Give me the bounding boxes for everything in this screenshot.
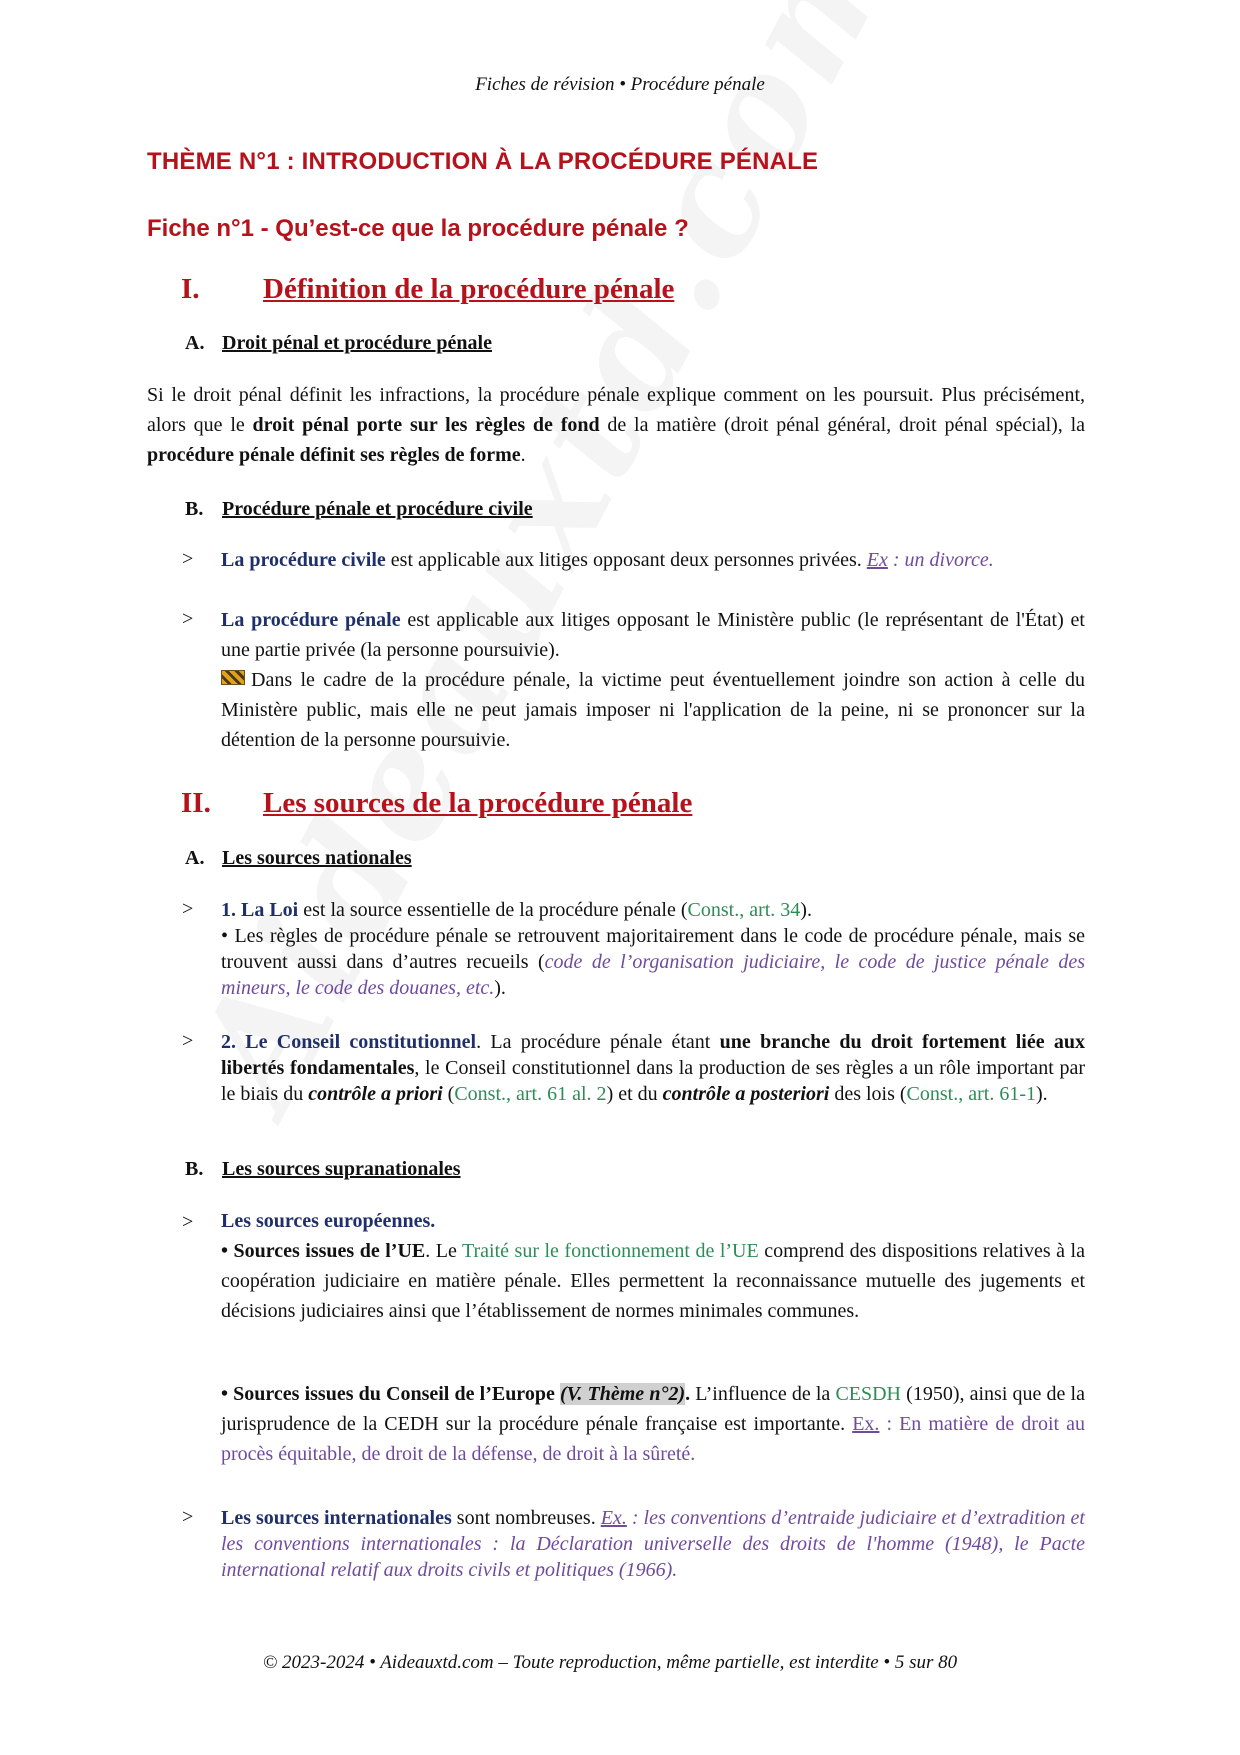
bold-run: • Sources issues du Conseil de l’Europe: [221, 1383, 560, 1405]
example-label: Ex.: [852, 1413, 880, 1435]
item-text: ) et du: [606, 1083, 663, 1105]
example-text: : les conventions d’entraide judiciaire et d’extradition et les conventions internationales : la Déclaration universelle des droits de l'homme (1948), le Pacte international relatif aux droits civils et politiques (1966).: [221, 1507, 1085, 1581]
item-lead: 2. Le Conseil constitutionnel: [221, 1031, 477, 1053]
legal-reference: Traité sur le fonctionnement de l’UE: [461, 1240, 759, 1262]
item-note: Dans le cadre de la procédure pénale, la victime peut éventuellement joindre son action à celle du Ministère public, mais elle ne peut jamais imposer ni l'application de la peine, ni se prononcer sur la détention de la personne poursuivie.: [221, 669, 1085, 751]
subsection-2a-heading: [185, 847, 412, 870]
example-text: code de l’organisation judiciaire, le code de justice pénale des mineurs, le code des douanes, etc.: [221, 951, 1085, 999]
item-lead-end: .: [430, 1210, 436, 1232]
page-footer: © 2023-2024 • Aideauxtd.com – Toute reproduction, même partielle, est interdite • 5 sur 80: [262, 1652, 958, 1673]
subsection-number: A.: [185, 332, 205, 354]
paragraph-definition: [147, 380, 1085, 470]
list-item-la-loi: [221, 897, 1085, 1001]
subsection-1a-heading: [185, 332, 492, 355]
text-run: .: [520, 444, 526, 466]
bold-run: .: [685, 1383, 691, 1405]
legal-reference: CESDH: [835, 1383, 902, 1405]
subsection-title: Les sources nationales: [222, 847, 412, 869]
highlighted-crossref: (V. Thème n°2): [559, 1383, 686, 1405]
item-text: . Le: [425, 1240, 462, 1262]
section-1-heading: [181, 273, 674, 306]
subsection-title: Les sources supranationales: [222, 1158, 461, 1180]
item-lead: Les sources européennes: [221, 1210, 431, 1232]
fiche-title: Fiche n°1 - Qu’est-ce que la procédure pénale ?: [147, 215, 689, 242]
list-item-conseil-constitutionnel: [221, 1029, 1085, 1107]
bullet-marker: >: [182, 1030, 194, 1052]
legal-reference: Const., art. 61 al. 2: [454, 1083, 607, 1105]
item-lead: Les sources internationales: [221, 1507, 452, 1529]
item-text: L’influence de la: [690, 1383, 836, 1405]
item-text: ).: [1035, 1083, 1048, 1105]
item-text: ).: [494, 977, 506, 999]
example-text: : En matière de droit au procès équitable, de droit de la défense, de droit à la sûreté.: [221, 1413, 1085, 1465]
section-2-heading: [181, 787, 692, 820]
bullet-marker: >: [182, 1211, 194, 1233]
item-text: des lois (: [829, 1083, 907, 1105]
legal-reference: Const., art. 34: [687, 899, 801, 921]
bold-run: une branche du droit fortement liée aux libertés fondamentales: [221, 1031, 1085, 1079]
bold-run: droit pénal porte sur les règles de fond: [252, 414, 600, 436]
bold-italic-run: contrôle a posteriori: [662, 1083, 830, 1105]
page-header: Fiches de révision • Procédure pénale: [475, 74, 765, 95]
item-lead: La procédure civile: [221, 549, 386, 571]
list-item-procedure-civile: [221, 545, 1085, 575]
subsection-number: A.: [185, 847, 205, 869]
item-lead: 1. La Loi: [221, 899, 299, 921]
warning-stripes-icon: [221, 670, 245, 685]
item-text: est applicable aux litiges opposant deux personnes privées.: [385, 549, 867, 571]
subsection-number: B.: [185, 1158, 204, 1180]
text-run: Si le droit pénal définit les infractions, la procédure pénale explique comment on les poursuit. Plus précisément, alors que le: [147, 384, 1085, 436]
item-text: (1950), ainsi que de la jurisprudence de la CEDH sur la procédure pénale française est importante.: [221, 1383, 1085, 1435]
item-lead: La procédure pénale: [221, 609, 401, 631]
list-item-sources-internationales: [221, 1505, 1085, 1583]
item-text: comprend des dispositions relatives à la coopération judiciaire en matière pénale. Elles permettent la reconnaissance mutuelle des jugements et décisions judiciaires ainsi que l’établissement de normes minimales communes.: [221, 1240, 1085, 1322]
bold-run: • Sources issues de l’UE: [221, 1240, 426, 1262]
item-text: ).: [800, 899, 812, 921]
item-text: est la source essentielle de la procédure pénale (: [298, 899, 688, 921]
subsection-title: Procédure pénale et procédure civile: [222, 498, 533, 520]
bullet-marker: >: [182, 898, 194, 920]
list-item-procedure-penale: [221, 605, 1085, 755]
subsection-2b-heading: [185, 1158, 461, 1181]
item-text: , le Conseil constitutionnel dans la production de ses règles a un rôle important par le biais du: [221, 1057, 1085, 1105]
subsection-title: Droit pénal et procédure pénale: [222, 332, 492, 354]
section-title: Les sources de la procédure pénale: [263, 787, 693, 819]
theme-title: THÈME N°1 : INTRODUCTION À LA PROCÉDURE PÉNALE: [147, 148, 819, 175]
example-text: : un divorce.: [887, 549, 994, 571]
item-text: • Les règles de procédure pénale se retrouvent majoritairement dans le code de procédure pénale, mais se trouvent aussi dans d’autres recueils (: [221, 925, 1085, 973]
bullet-marker: >: [182, 548, 194, 570]
section-number: II.: [181, 787, 211, 819]
legal-reference: Const., art. 61-1: [906, 1083, 1036, 1105]
item-text: sont nombreuses.: [451, 1507, 601, 1529]
item-text: est applicable aux litiges opposant le Ministère public (le représentant de l'État) et une partie privée (la personne poursuivie).: [221, 609, 1085, 661]
example-label: Ex: [866, 549, 888, 571]
bold-italic-run: contrôle a priori: [308, 1083, 443, 1105]
list-item-sources-europeennes: [221, 1206, 1085, 1326]
section-number: I.: [181, 273, 200, 305]
item-text: (: [442, 1083, 455, 1105]
subsection-number: B.: [185, 498, 204, 520]
bullet-marker: >: [182, 608, 194, 630]
example-label: Ex.: [600, 1507, 627, 1529]
bullet-marker: >: [182, 1506, 194, 1528]
item-text: . La procédure pénale étant: [476, 1031, 720, 1053]
list-item-conseil-europe: [221, 1379, 1085, 1469]
bold-run: procédure pénale définit ses règles de forme: [147, 444, 521, 466]
section-title: Définition de la procédure pénale: [263, 273, 675, 305]
text-run: de la matière (droit pénal général, droit pénal spécial), la: [599, 414, 1085, 436]
subsection-1b-heading: [185, 498, 533, 521]
